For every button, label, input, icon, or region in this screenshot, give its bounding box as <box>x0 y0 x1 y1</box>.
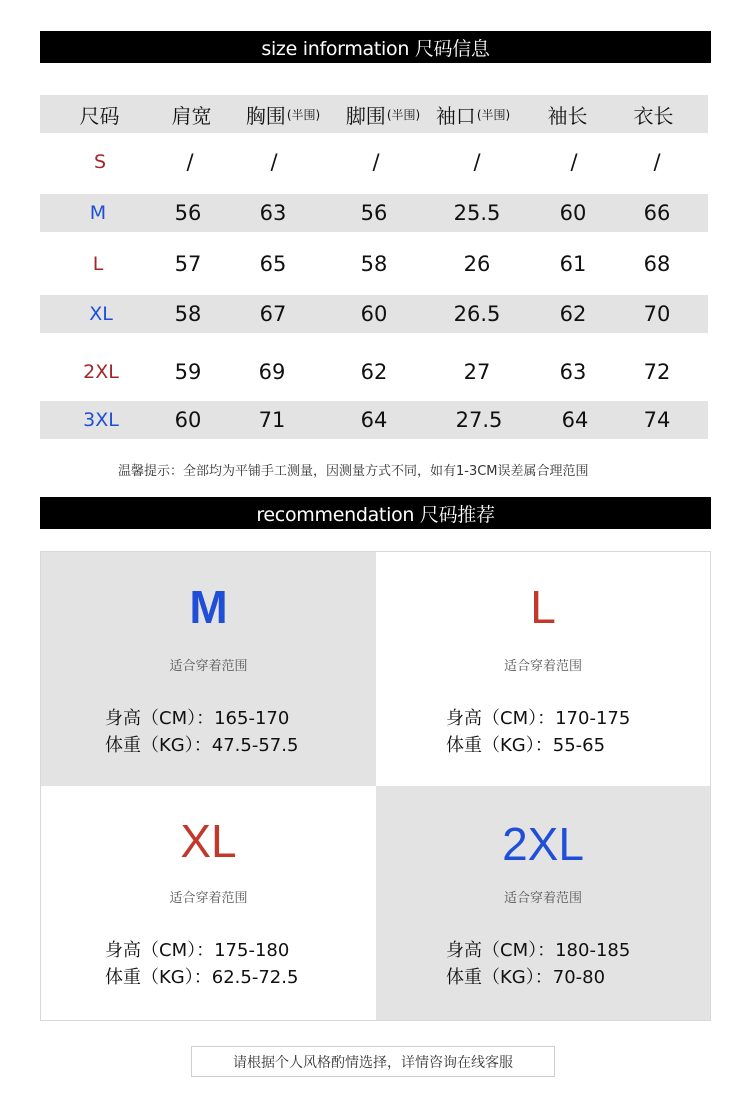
header-cell-size: 尺码 <box>79 103 120 128</box>
size-information-header: size information 尺码信息 <box>40 31 711 63</box>
table-cell: 60 <box>360 302 388 326</box>
table-cell: 74 <box>643 408 671 432</box>
table-cell: 62 <box>360 360 388 384</box>
recommendation-grid <box>40 551 711 1021</box>
table-cell: 60 <box>174 408 202 432</box>
header-cell-sleeve-length: 袖长 <box>547 103 588 128</box>
table-row <box>40 401 708 439</box>
card-size: 2XL <box>502 818 584 870</box>
table-row <box>40 245 708 283</box>
table-row <box>40 295 708 333</box>
table-cell: / <box>186 150 194 174</box>
table-cell: 63 <box>559 360 587 384</box>
header-cell-cuff: 袖口 (半围) <box>435 103 511 128</box>
table-cell: 60 <box>559 201 587 225</box>
recommend-card-m <box>41 552 376 786</box>
recommend-card-2xl <box>376 786 710 1020</box>
table-cell: 63 <box>259 201 287 225</box>
table-cell: 61 <box>559 252 587 276</box>
size-label: XL <box>89 303 113 325</box>
table-cell: 27 <box>463 360 491 384</box>
table-cell: 68 <box>643 252 671 276</box>
card-height: 身高（CM）：180-185 <box>446 940 631 961</box>
table-cell: 27.5 <box>455 408 503 432</box>
table-cell: / <box>372 150 380 174</box>
table-cell: 58 <box>360 252 388 276</box>
recommend-card-l <box>376 552 710 786</box>
table-cell: / <box>473 150 481 174</box>
table-cell: 72 <box>643 360 671 384</box>
table-cell: 56 <box>174 201 202 225</box>
table-cell: 64 <box>561 408 589 432</box>
size-label: S <box>93 151 107 173</box>
card-height: 身高（CM）：165-170 <box>105 708 290 729</box>
card-subtitle: 适合穿着范围 <box>169 659 248 674</box>
card-weight: 体重（KG）：70-80 <box>446 967 606 988</box>
table-cell: 71 <box>258 408 286 432</box>
table-row <box>40 194 708 232</box>
table-cell: 70 <box>643 302 671 326</box>
card-subtitle: 适合穿着范围 <box>503 891 582 906</box>
header-cell-shoulder: 肩宽 <box>171 103 212 128</box>
recommend-card-xl <box>41 786 376 1020</box>
card-weight: 体重（KG）：62.5-72.5 <box>105 967 299 988</box>
table-cell: 57 <box>174 252 202 276</box>
card-subtitle: 适合穿着范围 <box>503 659 582 674</box>
table-header-row <box>40 95 708 133</box>
recommendation-header: recommendation 尺码推荐 <box>40 497 711 529</box>
header-cell-body-length: 衣长 <box>633 103 674 128</box>
table-cell: 64 <box>360 408 388 432</box>
table-cell: 58 <box>174 302 202 326</box>
table-cell: 56 <box>360 201 388 225</box>
size-label: M <box>89 202 107 224</box>
card-size: M <box>189 581 228 633</box>
table-row <box>40 353 708 391</box>
table-cell: 62 <box>559 302 587 326</box>
table-cell: / <box>570 150 578 174</box>
card-subtitle: 适合穿着范围 <box>169 891 248 906</box>
card-size: L <box>530 581 556 633</box>
card-size: XL <box>180 815 237 867</box>
table-cell: 59 <box>174 360 202 384</box>
table-cell: 69 <box>258 360 286 384</box>
card-weight: 体重（KG）：55-65 <box>446 735 606 756</box>
card-height: 身高（CM）：170-175 <box>446 708 631 729</box>
size-label: 3XL <box>83 409 119 431</box>
table-cell: / <box>653 150 661 174</box>
header-cell-hem: 脚围 (半围) <box>345 103 421 128</box>
measurement-note: 温馨提示：全部均为平铺手工测量，因测量方式不同，如有1-3CM误差属合理范围 <box>118 464 589 479</box>
card-height: 身高（CM）：175-180 <box>105 940 290 961</box>
table-cell: 67 <box>259 302 287 326</box>
footer-note: 请根据个人风格酌情选择，详情咨询在线客服 <box>191 1046 555 1077</box>
table-cell: 25.5 <box>453 201 501 225</box>
table-row <box>40 143 708 181</box>
size-label: L <box>92 253 104 275</box>
table-cell: 26.5 <box>453 302 501 326</box>
header-cell-chest: 胸围 (半围) <box>245 103 321 128</box>
size-label: 2XL <box>83 361 119 383</box>
table-cell: 65 <box>259 252 287 276</box>
card-weight: 体重（KG）：47.5-57.5 <box>105 735 299 756</box>
table-cell: / <box>270 150 278 174</box>
table-cell: 26 <box>463 252 491 276</box>
table-cell: 66 <box>643 201 671 225</box>
